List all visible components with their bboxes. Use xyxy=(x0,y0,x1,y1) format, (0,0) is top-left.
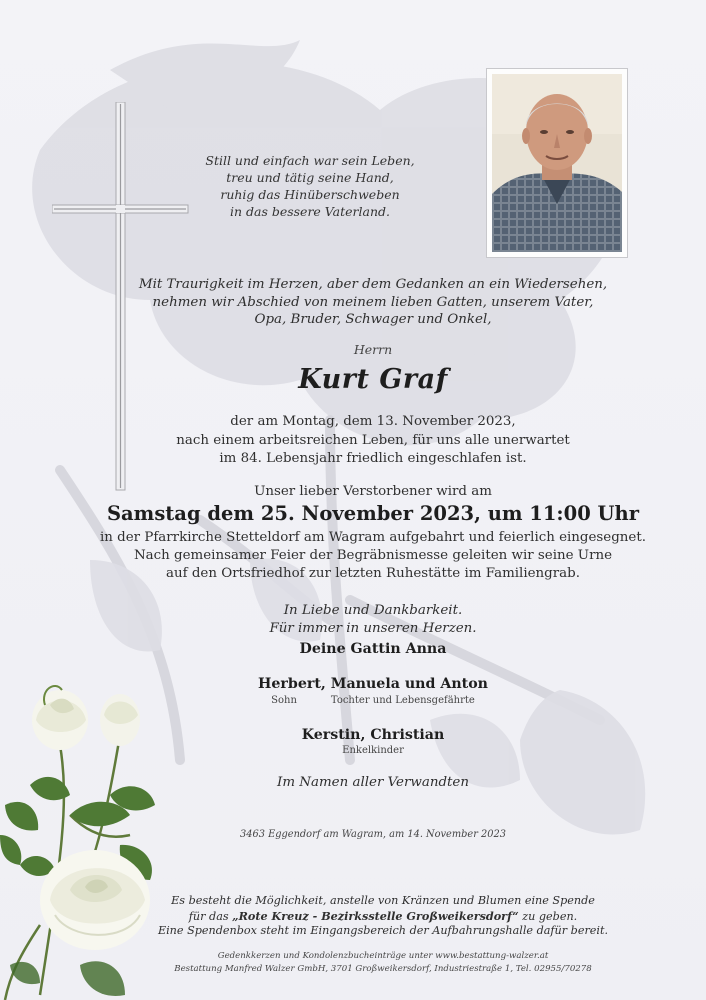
place-date: 3463 Eggendorf am Wagram, am 14. November 2023 xyxy=(240,829,506,840)
poem xyxy=(190,152,430,220)
relation-son: Sohn xyxy=(271,695,297,706)
mourner-others: Im Namen aller Verwandten xyxy=(277,775,469,790)
relation-daughter-partner: Tochter und Lebensgefährte xyxy=(330,695,475,706)
donation-line: Eine Spendenbox steht im Eingangsbereich der Aufbahrungshalle dafür bereit. xyxy=(157,924,609,937)
service-date: Samstag dem 25. November 2023, um 11:00 Uhr xyxy=(106,502,640,525)
donation-line: Es besteht die Möglichkeit, anstelle von Kränzen und Blumen eine Spende xyxy=(171,894,595,907)
closing-words xyxy=(40,602,706,638)
intro-line: Opa, Bruder, Schwager und Onkel, xyxy=(254,312,492,327)
grandchildren-relation: Enkelkinder xyxy=(342,745,404,756)
honorific: Herrn xyxy=(353,342,393,357)
white-roses-decoration xyxy=(0,665,170,1000)
poem-line: in das bessere Vaterland. xyxy=(229,204,391,219)
service-line: auf den Ortsfriedhof zur letzten Ruhestätte im Familiengrab. xyxy=(166,566,580,581)
footer-line: Gedenkkerzen und Kondolenzbucheinträge unter www.bestattung-walzer.at xyxy=(217,951,549,961)
service-details xyxy=(40,529,706,583)
donation-post: zu geben. xyxy=(518,909,578,923)
intro-line: Mit Traurigkeit im Herzen, aber dem Gedanken an ein Wiedersehen, xyxy=(138,277,608,292)
service-line: Nach gemeinsamer Feier der Begräbnismesse geleiten wir seine Urne xyxy=(133,548,613,563)
portrait-frame xyxy=(486,68,628,258)
poem-line: Still und einfach war sein Leben, xyxy=(205,153,415,168)
closing-line: Für immer in unseren Herzen. xyxy=(269,621,477,636)
death-line: im 84. Lebensjahr friedlich eingeschlafen ist. xyxy=(219,451,527,466)
intro-line: nehmen wir Abschied von meinem lieben Gatten, unserem Vater, xyxy=(152,294,594,310)
poem-line: ruhig das Hinüberschweben xyxy=(220,187,400,202)
service-intro: Unser lieber Verstorbener wird am xyxy=(254,484,492,499)
poem-line: treu und tätig seine Hand, xyxy=(226,170,394,185)
intro-text xyxy=(40,276,706,329)
service-line: in der Pfarrkirche Stetteldorf am Wagram aufgebahrt und feierlich eingesegnet. xyxy=(100,530,646,545)
closing-line: In Liebe und Dankbarkeit. xyxy=(283,603,463,618)
donation-pre: für das xyxy=(188,909,233,923)
deceased-name: Kurt Graf xyxy=(298,364,448,395)
donation-recipient: „Rote Kreuz - Bezirksstelle Großweikersdorf“ xyxy=(232,908,519,923)
footer-line: Bestattung Manfred Walzer GmbH, 3701 Großweikersdorf, Industriestraße 1, Tel. 02955/70278 xyxy=(174,964,592,974)
portrait-photo xyxy=(492,74,622,252)
death-line: der am Montag, dem 13. November 2023, xyxy=(230,414,516,429)
death-line: nach einem arbeitsreichen Leben, für uns alle unerwartet xyxy=(176,432,570,448)
mourner-children: Herbert, Manuela und Anton xyxy=(258,676,488,692)
mourner-grandchildren: Kerstin, Christian xyxy=(301,727,445,743)
death-notice xyxy=(40,413,706,469)
mourner-wife: Deine Gattin Anna xyxy=(299,641,447,657)
